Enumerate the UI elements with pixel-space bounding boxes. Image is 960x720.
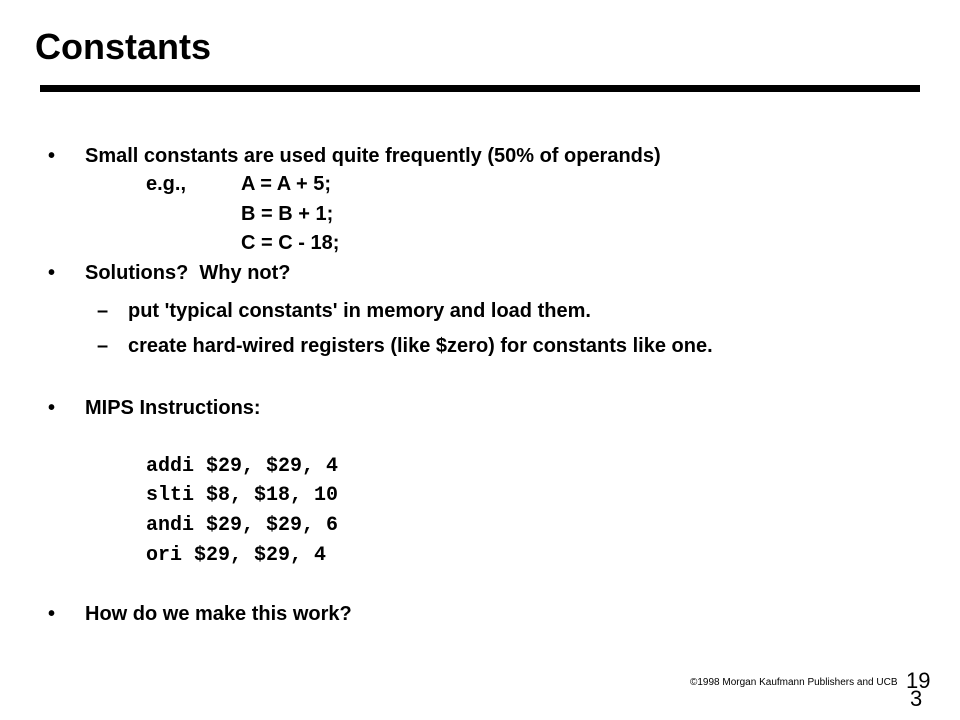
copyright-footer: [690, 677, 898, 688]
title-divider: [40, 85, 920, 92]
copyright-text: 1998 Morgan Kaufmann Publishers and UCB: [697, 677, 898, 688]
code-line: andi $29, $29, 6: [146, 514, 339, 537]
bullet-mips-instructions: MIPS Instructions:: [85, 397, 261, 419]
bullet-marker: •: [48, 397, 56, 419]
copyright-symbol-icon: ©: [690, 677, 698, 688]
slide-title: Constants: [35, 26, 212, 67]
dash-marker: –: [97, 335, 109, 357]
subitem-typical-constants: put 'typical constants' in memory and load them.: [128, 300, 591, 322]
code-line: ori $29, $29, 4: [146, 544, 327, 567]
eg-label: e.g.,: [146, 173, 187, 195]
bullet-marker: •: [48, 145, 56, 167]
example-line: C = C - 18;: [241, 232, 340, 254]
page-number-bottom: 3: [910, 686, 923, 711]
bullet-solutions: Solutions? Why not?: [85, 262, 291, 284]
page-number-top: 19: [906, 668, 931, 693]
bullet-how-make-work: How do we make this work?: [85, 603, 352, 625]
bullet-marker: •: [48, 262, 56, 284]
example-line: A = A + 5;: [241, 173, 332, 195]
example-line: B = B + 1;: [241, 203, 334, 225]
subitem-hard-wired-registers: create hard-wired registers (like $zero) for constants like one.: [128, 335, 713, 357]
dash-marker: –: [97, 300, 109, 322]
bullet-small-constants: Small constants are used quite frequently (50% of operands): [85, 145, 661, 167]
code-line: slti $8, $18, 10: [146, 484, 339, 507]
code-line: addi $29, $29, 4: [146, 455, 339, 478]
bullet-marker: •: [48, 603, 56, 625]
